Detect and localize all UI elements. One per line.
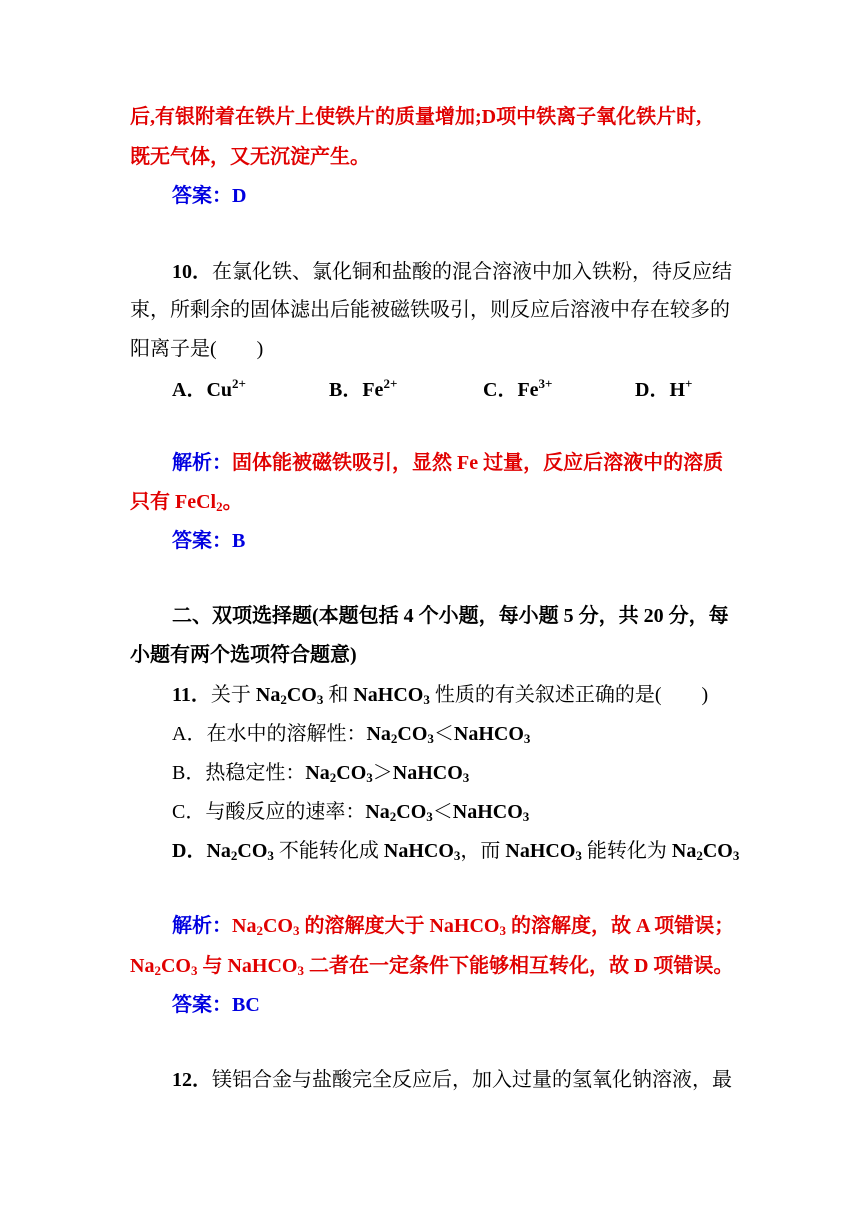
q9-analysis-line1: 后,有银附着在铁片上使铁片的质量增加;D项中铁离子氧化铁片时, [130, 106, 702, 128]
analysis-text: 只有 FeCl [130, 491, 217, 513]
formula-na2co3: $Na_2CO_3$ [305, 762, 373, 785]
q11-analysis-line1 [172, 913, 734, 939]
formula-na2co3: $Na_2CO_3$ [255, 684, 324, 707]
option-charge: 2+ [383, 376, 398, 391]
option-text: 能转化为 [581, 840, 672, 862]
analysis-text: 的溶解度大于 [299, 915, 430, 937]
answer-label: 答案： [172, 530, 232, 552]
formula-na2co3: $Na_2CO_3$ [130, 955, 198, 978]
formula-nahco3: NaHCO$_3$ [392, 762, 470, 785]
answer-value: B [232, 530, 246, 552]
formula-na2co3: $Na_2CO_3$ [671, 840, 740, 863]
section2-desc1: (本题包括 4 个小题，每小题 5 分，共 20 分，每 [312, 605, 729, 627]
q10-stem-text: 在氯化铁、氯化铜和盐酸的混合溶液中加入铁粉，待反应结 [212, 261, 732, 283]
formula-nahco3: NaHCO$_3$ [383, 840, 461, 863]
answer-value: D [232, 185, 247, 207]
q10-stem-line2: 束，所剩余的固体滤出后能被磁铁吸引，则反应后溶液中存在较多的 [130, 299, 730, 321]
option-text: ，而 [460, 840, 506, 862]
q10-number: 10． [172, 261, 212, 283]
q10-analysis-line1 [172, 450, 723, 476]
stem-text: 和 [323, 684, 354, 706]
option-formula: Fe [517, 379, 539, 401]
answer-value: BC [232, 994, 260, 1016]
option-text: C．与酸反应的速率： [172, 801, 366, 823]
analysis-text: 的溶解度，故 A 项错误； [505, 915, 735, 937]
lt-sign: ＜ [433, 723, 454, 745]
formula-nahco3: NaHCO$_3$ [453, 723, 531, 746]
formula-na2co3: $Na_2CO_3$ [206, 840, 274, 863]
q11-option-a [172, 721, 530, 747]
option-charge: 3+ [538, 376, 553, 391]
q10-answer [172, 528, 245, 554]
q11-option-d [172, 838, 739, 864]
q10-analysis-line2 [130, 489, 243, 515]
option-charge: + [685, 376, 693, 391]
option-letter: D． [635, 379, 670, 401]
q11-number: 11． [172, 684, 211, 706]
formula-nahco3: NaHCO$_3$ [353, 684, 430, 707]
formula-nahco3: NaHCO$_3$ [505, 840, 582, 863]
q11-option-b [172, 760, 469, 786]
answer-label: 答案： [172, 185, 232, 207]
analysis-subscript: 2 [216, 499, 223, 514]
option-text: B．热稳定性： [172, 762, 306, 784]
q10-option-b [329, 377, 397, 403]
stem-text: 性质的有关叙述正确的是( ) [429, 684, 709, 706]
analysis-text: 与 [197, 955, 228, 977]
q12-stem-line1 [172, 1067, 732, 1093]
q12-stem-text: 镁铝合金与盐酸完全反应后，加入过量的氢氧化钠溶液，最 [212, 1069, 732, 1091]
option-letter: B． [329, 379, 363, 401]
analysis-label: 解析： [172, 452, 232, 474]
formula-nahco3: NaHCO$_3$ [452, 801, 530, 824]
option-text: A．在水中的溶解性： [172, 723, 367, 745]
formula-na2co3: $Na_2CO_3$ [365, 801, 433, 824]
analysis-label: 解析： [172, 915, 232, 937]
q11-stem [172, 682, 708, 708]
formula-nahco3: NaHCO$_3$ [429, 915, 506, 938]
formula-na2co3: $Na_2CO_3$ [232, 915, 300, 938]
option-letter: C． [483, 379, 518, 401]
option-text: 不能转化成 [273, 840, 384, 862]
q10-option-c [483, 377, 552, 403]
option-formula: H [669, 379, 686, 401]
q12-number: 12． [172, 1069, 212, 1091]
option-letter: A． [172, 379, 207, 401]
option-letter: D． [172, 840, 207, 862]
analysis-text: 二者在一定条件下能够相互转化，故 D 项错误。 [303, 955, 734, 977]
section2-title: 二、双项选择题 [172, 605, 312, 627]
q9-analysis-line2: 既无气体，又无沉淀产生。 [130, 146, 370, 168]
q11-analysis-line2 [130, 953, 733, 979]
formula-na2co3: $Na_2CO_3$ [366, 723, 434, 746]
section2-title-line [172, 603, 729, 629]
lt-sign: ＜ [432, 801, 453, 823]
option-charge: 2+ [232, 376, 246, 391]
q9-answer [172, 183, 246, 209]
q11-option-c [172, 799, 529, 825]
q11-answer [172, 992, 260, 1018]
stem-text: 关于 [210, 684, 256, 706]
analysis-text: 固体能被磁铁吸引，显然 Fe 过量，反应后溶液中的溶质 [232, 452, 724, 474]
analysis-text: 。 [222, 491, 243, 513]
formula-nahco3: NaHCO$_3$ [227, 955, 304, 978]
q10-stem-line1 [172, 259, 732, 285]
gt-sign: ＞ [372, 762, 393, 784]
option-formula: Cu [206, 379, 233, 401]
q10-option-a [172, 377, 246, 403]
option-formula: Fe [362, 379, 384, 401]
answer-label: 答案： [172, 994, 232, 1016]
q10-option-d [635, 377, 692, 403]
section2-desc2: 小题有两个选项符合题意) [130, 644, 357, 666]
q10-stem-line3: 阳离子是( ) [130, 338, 264, 360]
